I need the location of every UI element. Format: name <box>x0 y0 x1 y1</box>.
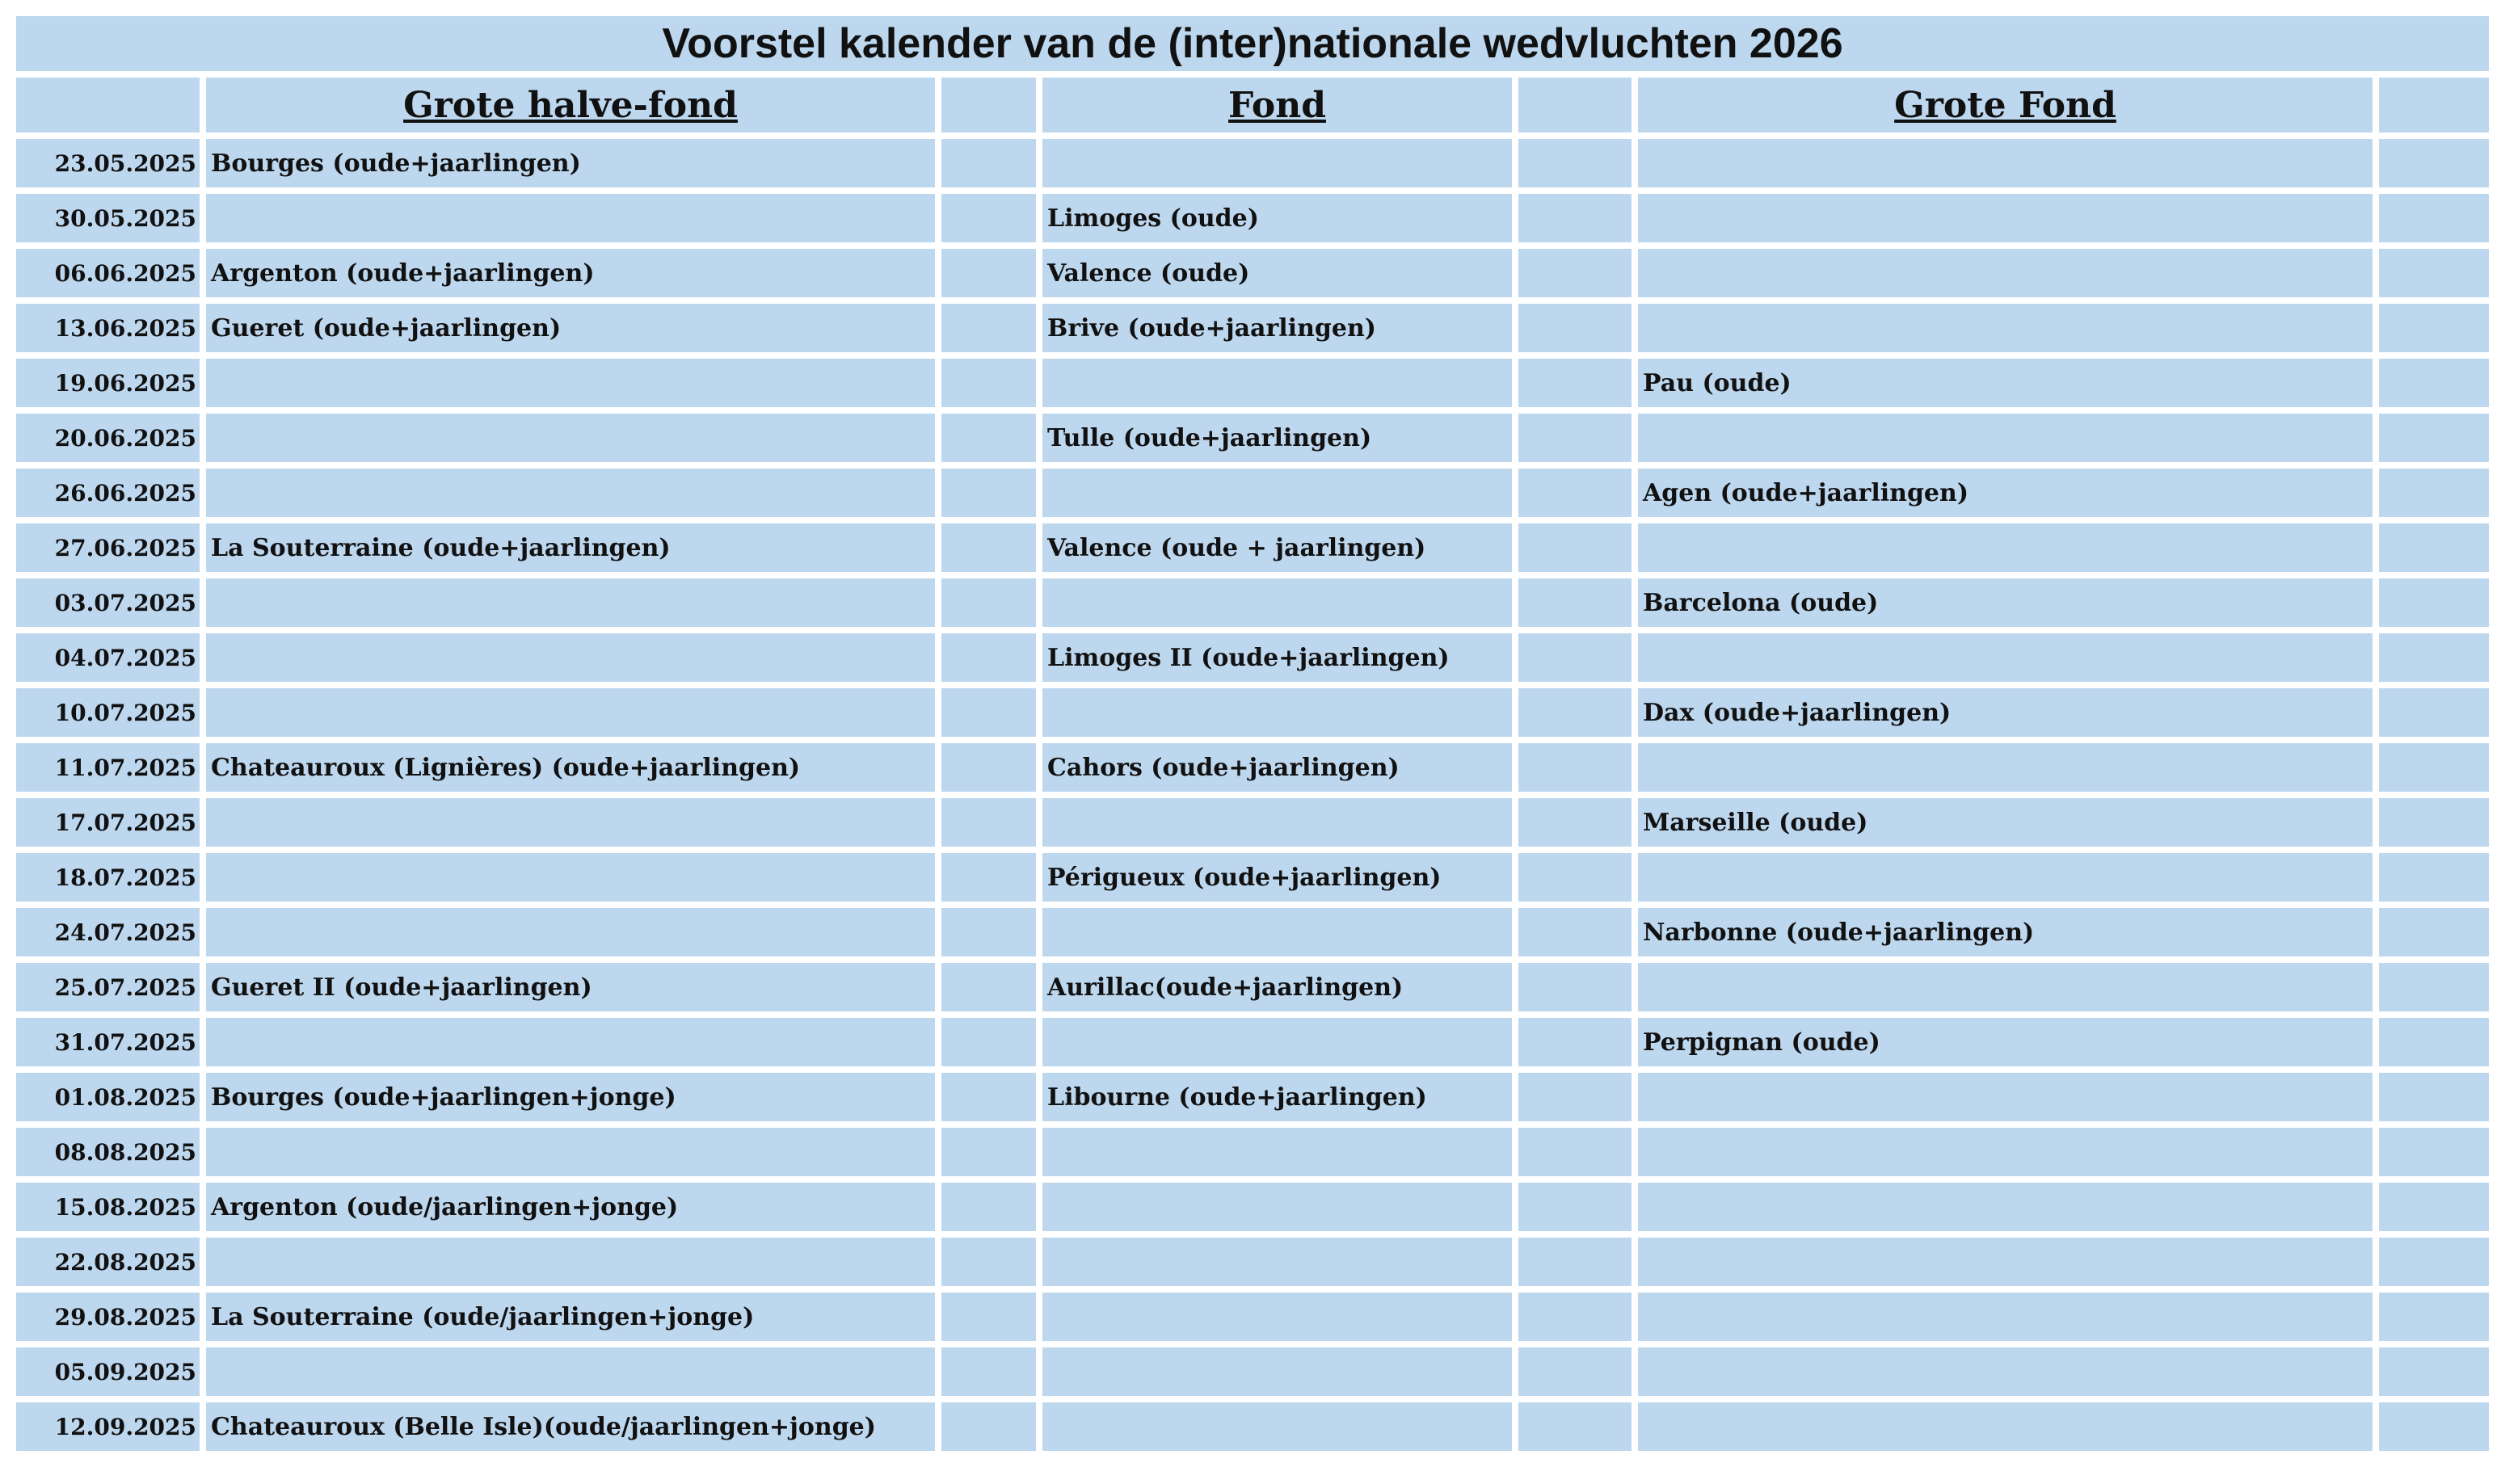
fond-race <box>1042 578 1512 627</box>
race-date: 27.06.2025 <box>16 523 200 572</box>
spacer-cell <box>2379 688 2489 737</box>
header-date <box>16 78 200 132</box>
spacer-cell <box>941 908 1036 956</box>
grote-fond-race <box>1638 1347 2373 1396</box>
spacer-cell <box>2379 1128 2489 1176</box>
fond-race: Limoges (oude) <box>1042 194 1512 242</box>
grote-fond-race <box>1638 1128 2373 1176</box>
grote-halve-fond-race: Argenton (oude/jaarlingen+jonge) <box>206 1183 935 1231</box>
fond-race: Valence (oude + jaarlingen) <box>1042 523 1512 572</box>
spacer-cell <box>2379 359 2489 407</box>
grote-fond-race <box>1638 139 2373 187</box>
fond-race: Brive (oude+jaarlingen) <box>1042 304 1512 352</box>
grote-fond-race: Perpignan (oude) <box>1638 1018 2373 1066</box>
spacer-cell <box>941 1402 1036 1451</box>
fond-race <box>1042 1183 1512 1231</box>
race-date: 10.07.2025 <box>16 688 200 737</box>
spacer-cell <box>2379 908 2489 956</box>
table-row <box>16 688 2489 737</box>
spacer-cell <box>1518 633 1632 682</box>
grote-fond-race <box>1638 304 2373 352</box>
spacer-cell <box>1518 908 1632 956</box>
spacer-cell <box>941 688 1036 737</box>
grote-fond-race <box>1638 249 2373 297</box>
spacer-cell <box>2379 304 2489 352</box>
race-date: 26.06.2025 <box>16 469 200 517</box>
table-row <box>16 1402 2489 1451</box>
race-date: 05.09.2025 <box>16 1347 200 1396</box>
fond-race: Tulle (oude+jaarlingen) <box>1042 414 1512 462</box>
grote-fond-race <box>1638 963 2373 1011</box>
race-date: 12.09.2025 <box>16 1402 200 1451</box>
spacer-cell <box>2379 1183 2489 1231</box>
race-date: 29.08.2025 <box>16 1293 200 1341</box>
table-row <box>16 743 2489 792</box>
table-row <box>16 963 2489 1011</box>
race-date: 19.06.2025 <box>16 359 200 407</box>
grote-halve-fond-race: La Souterraine (oude/jaarlingen+jonge) <box>206 1293 935 1341</box>
grote-halve-fond-race <box>206 194 935 242</box>
spacer-cell <box>2379 414 2489 462</box>
spacer-cell <box>941 523 1036 572</box>
spacer-cell <box>941 798 1036 847</box>
grote-halve-fond-race <box>206 414 935 462</box>
race-date: 03.07.2025 <box>16 578 200 627</box>
table-row <box>16 1073 2489 1121</box>
spacer-cell <box>941 743 1036 792</box>
grote-fond-race: Narbonne (oude+jaarlingen) <box>1638 908 2373 956</box>
spacer-cell <box>1518 194 1632 242</box>
table-row <box>16 414 2489 462</box>
table-row <box>16 1293 2489 1341</box>
spacer-cell <box>1518 249 1632 297</box>
grote-fond-race <box>1638 1402 2373 1451</box>
spacer-cell <box>2379 1347 2489 1396</box>
spacer-cell <box>2379 1238 2489 1286</box>
grote-halve-fond-race: La Souterraine (oude+jaarlingen) <box>206 523 935 572</box>
table-row <box>16 798 2489 847</box>
grote-halve-fond-race: Gueret (oude+jaarlingen) <box>206 304 935 352</box>
spacer-cell <box>941 963 1036 1011</box>
spacer-cell <box>1518 414 1632 462</box>
spacer-cell <box>2379 469 2489 517</box>
race-date: 30.05.2025 <box>16 194 200 242</box>
grote-halve-fond-race: Chateauroux (Lignières) (oude+jaarlingen) <box>206 743 935 792</box>
header-grote-fond: Grote Fond <box>1638 78 2373 132</box>
table-row <box>16 1183 2489 1231</box>
table-row <box>16 359 2489 407</box>
spacer-cell <box>1518 1073 1632 1121</box>
fond-race <box>1042 1402 1512 1451</box>
spacer-cell <box>1518 798 1632 847</box>
table-row <box>16 578 2489 627</box>
table-row <box>16 469 2489 517</box>
spacer-cell <box>941 469 1036 517</box>
spacer-cell <box>2379 523 2489 572</box>
spacer-cell <box>941 1183 1036 1231</box>
table-row <box>16 853 2489 902</box>
spacer-cell <box>1518 1238 1632 1286</box>
spacer-cell <box>941 578 1036 627</box>
race-date: 06.06.2025 <box>16 249 200 297</box>
spacer-cell <box>1518 1347 1632 1396</box>
table-row <box>16 249 2489 297</box>
race-date: 17.07.2025 <box>16 798 200 847</box>
table-row <box>16 1238 2489 1286</box>
table-row <box>16 194 2489 242</box>
spacer-cell <box>2379 578 2489 627</box>
grote-halve-fond-race: Bourges (oude+jaarlingen) <box>206 139 935 187</box>
grote-halve-fond-race: Argenton (oude+jaarlingen) <box>206 249 935 297</box>
grote-fond-race <box>1638 1238 2373 1286</box>
spacer-cell <box>2379 249 2489 297</box>
grote-fond-race <box>1638 194 2373 242</box>
table-row <box>16 1128 2489 1176</box>
spacer-cell <box>1518 688 1632 737</box>
spacer-cell <box>1518 1183 1632 1231</box>
fond-race <box>1042 1238 1512 1286</box>
race-date: 15.08.2025 <box>16 1183 200 1231</box>
fond-race <box>1042 139 1512 187</box>
spacer-cell <box>1518 1293 1632 1341</box>
calendar-sheet <box>16 16 2489 1457</box>
table-row <box>16 523 2489 572</box>
spacer-cell <box>1518 469 1632 517</box>
race-date: 25.07.2025 <box>16 963 200 1011</box>
header-spacer <box>2379 78 2489 132</box>
spacer-cell <box>941 1128 1036 1176</box>
grote-halve-fond-race <box>206 908 935 956</box>
grote-fond-race: Marseille (oude) <box>1638 798 2373 847</box>
spacer-cell <box>941 1238 1036 1286</box>
spacer-cell <box>1518 963 1632 1011</box>
table-row <box>16 908 2489 956</box>
race-date: 01.08.2025 <box>16 1073 200 1121</box>
race-calendar-table <box>10 71 2495 1457</box>
fond-race: Cahors (oude+jaarlingen) <box>1042 743 1512 792</box>
table-row <box>16 139 2489 187</box>
race-date: 18.07.2025 <box>16 853 200 902</box>
grote-halve-fond-race: Gueret II (oude+jaarlingen) <box>206 963 935 1011</box>
spacer-cell <box>941 1018 1036 1066</box>
grote-fond-race: Pau (oude) <box>1638 359 2373 407</box>
spacer-cell <box>2379 853 2489 902</box>
spacer-cell <box>1518 359 1632 407</box>
spacer-cell <box>1518 1128 1632 1176</box>
fond-race: Libourne (oude+jaarlingen) <box>1042 1073 1512 1121</box>
spacer-cell <box>941 853 1036 902</box>
header-spacer <box>1518 78 1632 132</box>
fond-race: Limoges II (oude+jaarlingen) <box>1042 633 1512 682</box>
grote-fond-race <box>1638 633 2373 682</box>
page-title: Voorstel kalender van de (inter)nationale wedvluchten 2026 <box>662 20 1843 67</box>
race-date: 11.07.2025 <box>16 743 200 792</box>
grote-halve-fond-race <box>206 1347 935 1396</box>
grote-halve-fond-race <box>206 578 935 627</box>
fond-race <box>1042 798 1512 847</box>
grote-halve-fond-race <box>206 1128 935 1176</box>
spacer-cell <box>1518 1018 1632 1066</box>
spacer-cell <box>2379 1293 2489 1341</box>
grote-halve-fond-race <box>206 633 935 682</box>
spacer-cell <box>941 1293 1036 1341</box>
spacer-cell <box>1518 304 1632 352</box>
fond-race <box>1042 1347 1512 1396</box>
header-spacer <box>941 78 1036 132</box>
race-date: 04.07.2025 <box>16 633 200 682</box>
spacer-cell <box>1518 1402 1632 1451</box>
header-grote-halve-fond: Grote halve-fond <box>206 78 935 132</box>
grote-halve-fond-race: Chateauroux (Belle Isle)(oude/jaarlingen+jonge) <box>206 1402 935 1451</box>
grote-halve-fond-race <box>206 1238 935 1286</box>
spacer-cell <box>2379 194 2489 242</box>
grote-halve-fond-race <box>206 359 935 407</box>
grote-halve-fond-race: Bourges (oude+jaarlingen+jonge) <box>206 1073 935 1121</box>
grote-fond-race: Barcelona (oude) <box>1638 578 2373 627</box>
grote-fond-race <box>1638 743 2373 792</box>
fond-race <box>1042 359 1512 407</box>
header-fond: Fond <box>1042 78 1512 132</box>
spacer-cell <box>1518 523 1632 572</box>
spacer-cell <box>941 359 1036 407</box>
race-date: 13.06.2025 <box>16 304 200 352</box>
grote-fond-race: Dax (oude+jaarlingen) <box>1638 688 2373 737</box>
fond-race: Aurillac(oude+jaarlingen) <box>1042 963 1512 1011</box>
header-row <box>16 78 2489 132</box>
spacer-cell <box>2379 633 2489 682</box>
grote-halve-fond-race <box>206 853 935 902</box>
table-row <box>16 304 2489 352</box>
grote-halve-fond-race <box>206 1018 935 1066</box>
spacer-cell <box>2379 1402 2489 1451</box>
spacer-cell <box>2379 798 2489 847</box>
spacer-cell <box>941 304 1036 352</box>
table-row <box>16 633 2489 682</box>
race-date: 22.08.2025 <box>16 1238 200 1286</box>
race-date: 08.08.2025 <box>16 1128 200 1176</box>
fond-race <box>1042 908 1512 956</box>
spacer-cell <box>2379 139 2489 187</box>
grote-halve-fond-race <box>206 469 935 517</box>
spacer-cell <box>2379 963 2489 1011</box>
fond-race <box>1042 1128 1512 1176</box>
race-date: 31.07.2025 <box>16 1018 200 1066</box>
spacer-cell <box>941 249 1036 297</box>
grote-fond-race <box>1638 414 2373 462</box>
title-bar <box>16 16 2489 71</box>
spacer-cell <box>941 139 1036 187</box>
grote-fond-race <box>1638 1073 2373 1121</box>
fond-race <box>1042 1018 1512 1066</box>
race-date: 23.05.2025 <box>16 139 200 187</box>
grote-halve-fond-race <box>206 688 935 737</box>
fond-race <box>1042 469 1512 517</box>
spacer-cell <box>1518 743 1632 792</box>
fond-race: Périgueux (oude+jaarlingen) <box>1042 853 1512 902</box>
spacer-cell <box>941 633 1036 682</box>
spacer-cell <box>1518 853 1632 902</box>
spacer-cell <box>1518 139 1632 187</box>
spacer-cell <box>1518 578 1632 627</box>
spacer-cell <box>941 414 1036 462</box>
spacer-cell <box>2379 743 2489 792</box>
grote-fond-race <box>1638 853 2373 902</box>
spacer-cell <box>2379 1073 2489 1121</box>
grote-fond-race <box>1638 523 2373 572</box>
spacer-cell <box>941 194 1036 242</box>
fond-race: Valence (oude) <box>1042 249 1512 297</box>
spacer-cell <box>2379 1018 2489 1066</box>
grote-fond-race <box>1638 1293 2373 1341</box>
grote-fond-race <box>1638 1183 2373 1231</box>
table-row <box>16 1347 2489 1396</box>
spacer-cell <box>941 1347 1036 1396</box>
table-row <box>16 1018 2489 1066</box>
grote-halve-fond-race <box>206 798 935 847</box>
fond-race <box>1042 688 1512 737</box>
grote-fond-race: Agen (oude+jaarlingen) <box>1638 469 2373 517</box>
fond-race <box>1042 1293 1512 1341</box>
race-date: 24.07.2025 <box>16 908 200 956</box>
spacer-cell <box>941 1073 1036 1121</box>
race-date: 20.06.2025 <box>16 414 200 462</box>
